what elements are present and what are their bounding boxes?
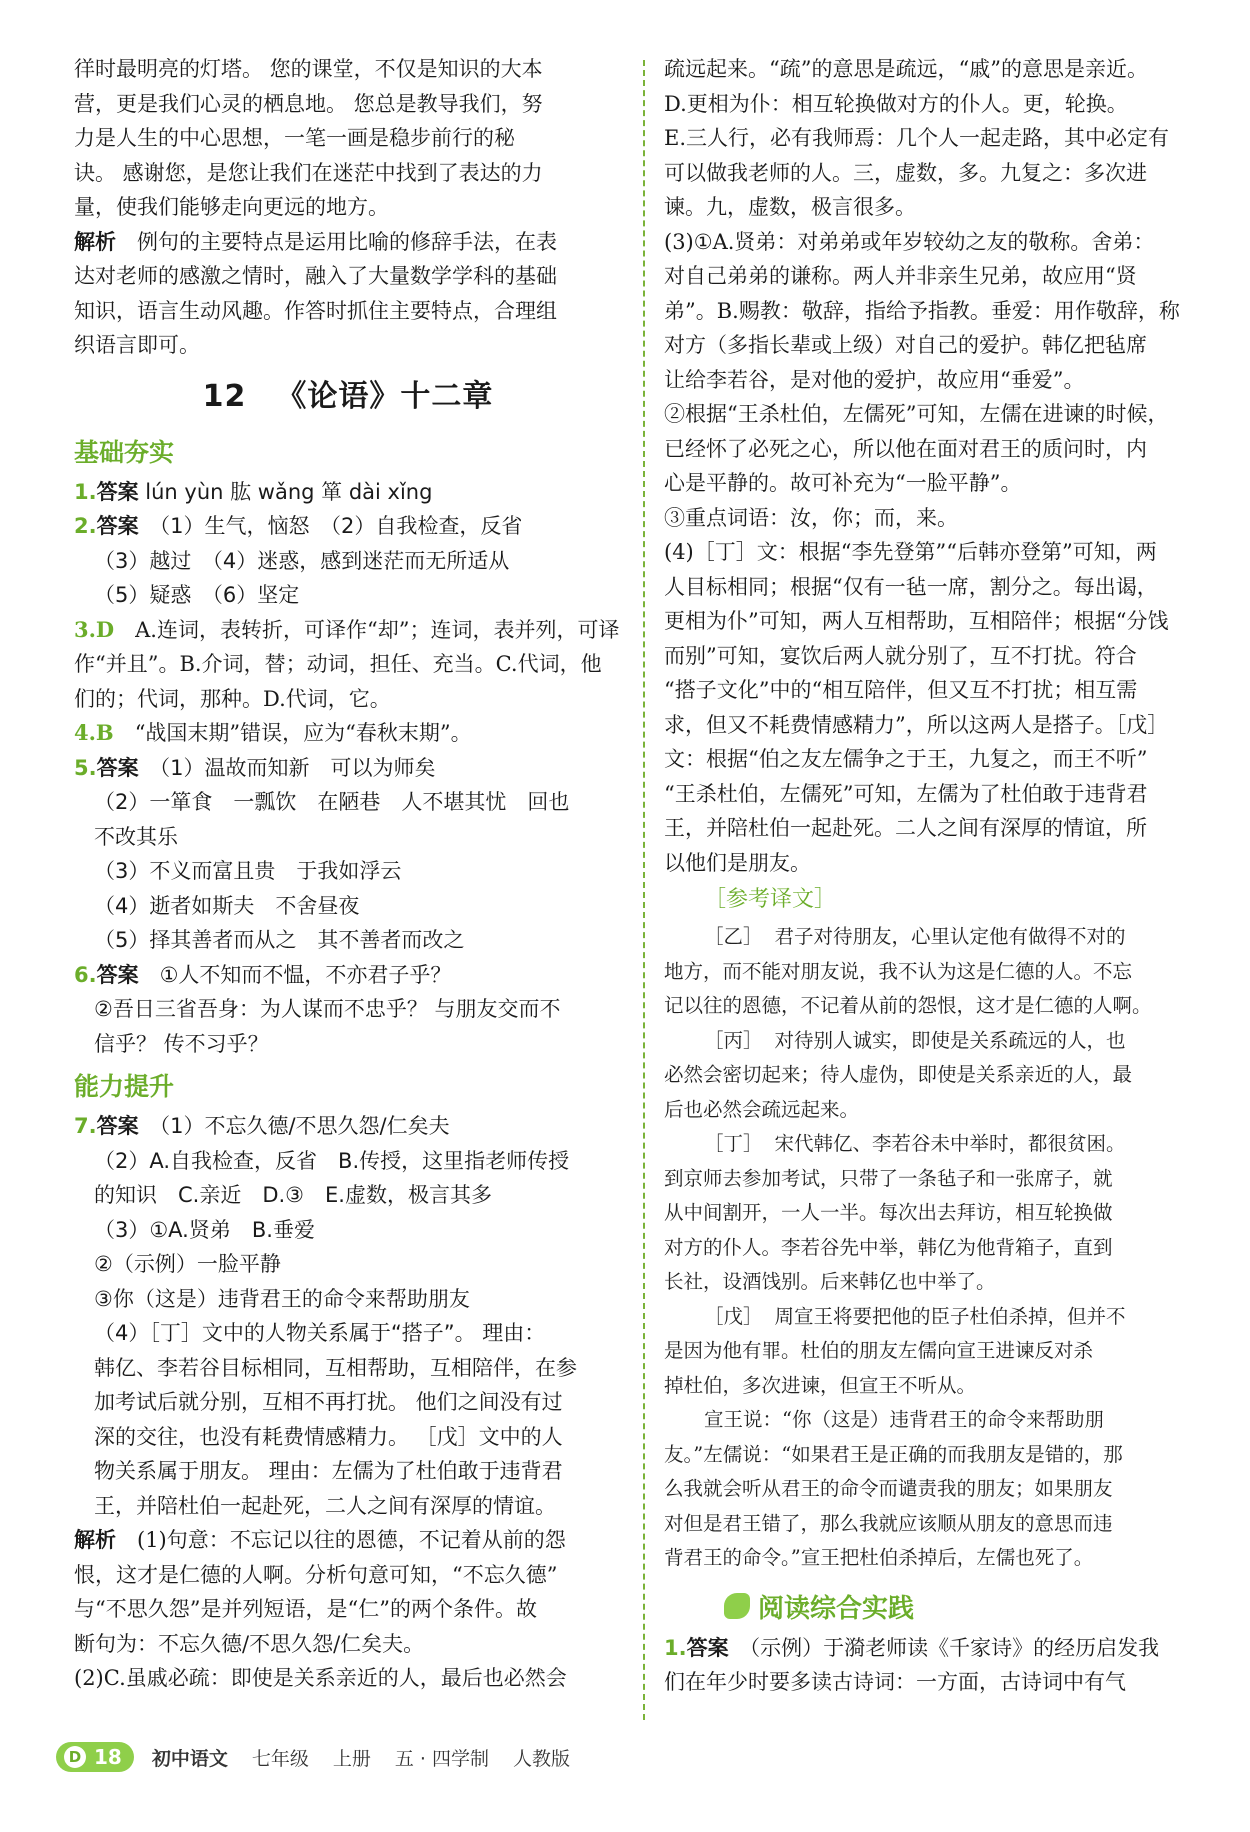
- translation-text: 长社，设酒饯别。后来韩亿也中举了。: [664, 1270, 996, 1293]
- text-line: 断句为：不忘久德/不思久怨/仁矣夫。: [74, 1631, 425, 1656]
- text-line: “王杀杜伯，左儒死”可知，左儒为了杜伯敢于违背君: [664, 781, 1148, 806]
- translation-line: [664, 1093, 1194, 1128]
- footer-grade: 七年级: [251, 1747, 309, 1770]
- translation-line: [664, 1369, 1194, 1404]
- translation-line: [664, 1403, 1194, 1438]
- translation-text: 周宣王将要把他的臣子杜伯杀掉，但并不: [774, 1304, 1126, 1328]
- translation-line: [664, 1196, 1194, 1231]
- answer-text: （3）越过 （4）迷惑，感到迷茫而无所适从: [94, 548, 510, 573]
- translation-text: 对待别人诚实，即使是关系疏远的人，也: [774, 1028, 1126, 1052]
- text-line: 更相为仆”可知，两人互相帮助，互相陪伴；根据“分饯: [664, 609, 1169, 633]
- text-line: 对自己弟弟的谦称。两人并非亲生兄弟，故应用“贤: [664, 264, 1137, 288]
- text-line: 谏。九，虚数，极言很多。: [664, 195, 916, 219]
- question-number: 6.: [74, 962, 97, 987]
- text-line: “搭子文化”中的“相互陪伴，但又互不打扰；相互需: [664, 678, 1138, 702]
- text-line: 让给李若谷，是对他的爱护，故应用“垂爱”。: [664, 367, 1085, 392]
- answer-text: 王，并陪杜伯一起赴死，二人之间有深厚的情谊。: [94, 1493, 556, 1518]
- text-line: 弟”。B.赐教：敬辞，指给予指教。垂爱：用作敬辞，称: [664, 298, 1180, 323]
- answer-text: （2）A.自我检查，反省 B.传授，这里指老师传授: [94, 1148, 570, 1173]
- answer-text: ②吾日三省吾身：为人谋而不忠乎？ 与朋友交而不: [94, 997, 561, 1021]
- question-number: 5.: [74, 755, 97, 780]
- passage-tag: ［戊］: [704, 1304, 763, 1328]
- text-line: 力是人生的中心思想，一笔一画是稳步前行的秘: [74, 126, 515, 150]
- answer-text: （1）生气，恼怒 （2）自我检查，反省: [159, 514, 523, 538]
- translation-line: [664, 920, 1194, 955]
- answer-text: （示例）于漪老师读《千家诗》的经历启发我: [749, 1635, 1160, 1660]
- reference-translation: [664, 920, 1194, 1576]
- intro-paragraph: [74, 52, 622, 225]
- translation-line: [664, 1541, 1194, 1576]
- footer-edition: 人教版: [513, 1747, 571, 1770]
- page-footer: [56, 1742, 570, 1772]
- answer-text: 不改其乐: [94, 824, 178, 849]
- analysis-label: 解析: [74, 228, 116, 254]
- text-line: 王，并陪杜伯一起赴死。二人之间有深厚的情谊，所: [664, 816, 1147, 840]
- right-column: [664, 52, 1194, 1700]
- text-line: (1)句意：不忘记以往的恩德，不记着从前的怨: [137, 1528, 566, 1552]
- text-line: (2)C.虽戚必疏：即使是关系亲近的人，最后也必然会: [74, 1666, 567, 1690]
- answer-label: 答案: [96, 479, 139, 504]
- text-line: 例句的主要特点是运用比喻的修辞手法，在表: [137, 229, 557, 254]
- translation-line: [664, 1162, 1194, 1197]
- answer-text: ②（示例）一脸平静: [94, 1252, 281, 1276]
- translation-text: 记以往的恩德，不记着从前的怨恨，这才是仁德的人啊。: [664, 994, 1152, 1017]
- passage-tag: ［乙］: [704, 925, 763, 948]
- left-column: [74, 52, 622, 1696]
- answer-text: （3）①A.贤弟 B.垂爱: [94, 1217, 315, 1242]
- section-heading-advanced: 能力提升: [74, 1072, 175, 1101]
- page-number: 18: [94, 1745, 122, 1769]
- translation-text: 是因为他有罪。杜伯的朋友左儒向宣王进谏反对杀: [664, 1339, 1094, 1362]
- analysis-label: 解析: [74, 1527, 116, 1552]
- answer-text: A.连词，表转折，可译作“却”；连词，表并列，可译: [135, 617, 620, 642]
- question-number: 1.: [664, 1635, 687, 1660]
- question-number: 2.: [74, 514, 97, 538]
- section-title: 阅读综合实践: [758, 1593, 915, 1624]
- text-line: 织语言即可。: [74, 333, 200, 357]
- chapter-number: 12: [202, 378, 247, 414]
- question-1: [74, 475, 622, 510]
- passage-tag: ［丙］: [704, 1028, 763, 1052]
- text-line: ③重点词语：汝，你；而，来。: [664, 505, 958, 530]
- text-line: 文：根据“伯之友左儒争之于王，九复之，而王不听”: [664, 747, 1148, 771]
- translation-line: [664, 989, 1194, 1024]
- translation-text: 友。”左儒说：“如果君王是正确的而我朋友是错的，那: [664, 1442, 1123, 1466]
- footer-term: 上册: [332, 1747, 371, 1770]
- text-line: 与“不思久怨”是并列短语，是“仁”的两个条件。故: [74, 1597, 537, 1621]
- translation-text: 从中间割开，一人一半。每次出去拜访，相互轮换做: [664, 1201, 1113, 1224]
- text-line: 而别”可知，宴饮后两人就分别了，互不打扰。符合: [664, 643, 1137, 668]
- text-line: 可以做我老师的人。三，虚数，多。九复之：多次进: [664, 160, 1147, 185]
- text-line: 求，但又不耗费情感精力”，所以这两人是搭子。［戊］: [664, 712, 1169, 737]
- translation-text: 后也必然会疏远起来。: [664, 1097, 860, 1121]
- answer-text: （2）一箪食 一瓢饮 在陋巷 人不堪其忧 回也: [94, 790, 570, 814]
- text-line: ②根据“王杀杜伯，左儒死”可知，左儒在进谏的时候，: [664, 402, 1169, 426]
- translation-line: [664, 1024, 1194, 1059]
- answer-text: lún yùn 肱 wǎng 箪 dài xǐng: [138, 479, 433, 504]
- question-4: [74, 716, 622, 751]
- answer-text: 信乎？ 传不习乎？: [94, 1031, 269, 1056]
- question-2: [74, 509, 622, 613]
- answer-text: 们的；代词，那种。D.代词，它。: [74, 686, 391, 711]
- answer-text: （5）疑惑 （6）坚定: [94, 583, 300, 607]
- translation-text: 到京师去参加考试，只带了一条毡子和一张席子，就: [664, 1166, 1113, 1190]
- translation-text: 必然会密切起来；待人虚伪，即使是关系亲近的人，最: [664, 1063, 1133, 1086]
- translation-line: [664, 1507, 1194, 1542]
- translation-line: [664, 1231, 1194, 1266]
- translation-line: [664, 1334, 1194, 1369]
- footer-subject: 初中语文: [151, 1747, 228, 1770]
- section-heading-basic: 基础夯实: [74, 437, 175, 467]
- answer-text: 物关系属于朋友。 理由：左儒为了杜伯敢于违背君: [94, 1459, 563, 1483]
- question-number: 1.: [74, 479, 97, 504]
- text-line: D.更相为仆：相互轮换做对方的仆人。更，轮换。: [664, 91, 1128, 116]
- answer-text: （4）逝者如斯夫 不舍昼夜: [94, 893, 360, 918]
- translation-text: 宣王说：“你（这是）违背君王的命令来帮助朋: [704, 1408, 1104, 1431]
- text-line: 诀。 感谢您，是您让我们在迷茫中找到了表达的力: [74, 160, 543, 185]
- translation-line: [664, 955, 1194, 990]
- reading-question-1: [664, 1631, 1194, 1700]
- translation-text: 地方，而不能对朋友说，我不认为这是仁德的人。不忘: [664, 959, 1133, 983]
- answer-text: ①人不知而不愠，不亦君子乎？: [159, 962, 452, 987]
- footer-system: 五 · 四学制: [394, 1747, 490, 1770]
- answer-text: 作“并且”。B.介词，替；动词，担任、充当。C.代词，他: [74, 652, 602, 676]
- text-line: (3)①A.贤弟：对弟弟或年岁较幼之友的敬称。舍弟：: [664, 229, 1155, 254]
- question-7: [74, 1109, 622, 1523]
- answer-text: （1）不忘久德/不思久怨/仁矣夫: [159, 1114, 450, 1138]
- text-line: 徉时最明亮的灯塔。 您的课堂，不仅是知识的大本: [74, 57, 543, 81]
- translation-line: [664, 1265, 1194, 1300]
- question-number: 4.B: [74, 720, 114, 745]
- text-line: 以他们是朋友。: [664, 850, 811, 875]
- translation-text: 掉杜伯，多次进谏，但宣王不听从。: [664, 1373, 977, 1397]
- translation-text: 背君王的命令。”宣王把杜伯杀掉后，左儒也死了。: [664, 1546, 1094, 1569]
- chapter-heading: [74, 367, 622, 427]
- translation-line: [664, 1127, 1194, 1162]
- text-line: E.三人行，必有我师焉：几个人一起走路，其中必定有: [664, 126, 1170, 150]
- translation-text: 对但是君王错了，那么我就应该顺从朋友的意思而违: [664, 1511, 1113, 1535]
- question-6: [74, 958, 622, 1062]
- answer-label: 答案: [96, 514, 139, 538]
- translation-text: 么我就会听从君王的命令而谴责我的朋友；如果朋友: [664, 1477, 1113, 1500]
- page-number-badge: [56, 1742, 134, 1772]
- leaf-icon: [724, 1593, 750, 1619]
- intro-analysis: [74, 225, 622, 363]
- text-line: (4)［丁］文：根据“李先登第”“后韩亦登第”可知，两: [664, 540, 1157, 564]
- column-divider: [643, 60, 645, 1720]
- answer-text: （3）不义而富且贵 于我如浮云: [94, 859, 402, 883]
- text-line: 达对老师的感激之情时，融入了大量数学学科的基础: [74, 264, 557, 288]
- translation-line: [664, 1438, 1194, 1473]
- answer-text: 加考试后就分别，互相不再打扰。 他们之间没有过: [94, 1390, 563, 1414]
- question-7-analysis: [74, 1523, 622, 1696]
- answer-text: 们在年少时要多读古诗词：一方面，古诗词中有气: [664, 1670, 1126, 1694]
- text-line: 知识，语言生动风趣。作答时抓住主要特点，合理组: [74, 298, 557, 323]
- text-line: 对方（多指长辈或上级）对自己的爱护。韩亿把毡席: [664, 333, 1147, 357]
- text-line: 已经怀了必死之心，所以他在面对君王的质问时，内: [664, 436, 1147, 461]
- translation-line: [664, 1472, 1194, 1507]
- question-3: [74, 613, 622, 717]
- text-line: 心是平静的。故可补充为“一脸平静”。: [664, 471, 1022, 495]
- question-number: 7.: [74, 1114, 97, 1138]
- answer-text: （1）温故而知新 可以为师矣: [159, 755, 436, 780]
- analysis-continued: [664, 52, 1194, 880]
- passage-tag: ［丁］: [704, 1132, 763, 1155]
- translation-line: [664, 1058, 1194, 1093]
- answer-text: 韩亿、李若谷目标相同，互相帮助，互相陪伴，在参: [94, 1355, 577, 1380]
- text-line: 营，更是我们心灵的栖息地。 您总是教导我们，努: [74, 91, 543, 116]
- reading-practice-heading: [724, 1588, 1194, 1625]
- translation-text: 宋代韩亿、李若谷未中举时，都很贫困。: [774, 1132, 1126, 1155]
- question-5: [74, 751, 622, 958]
- answer-text: 的知识 C.亲近 D.③ E.虚数，极言其多: [94, 1183, 492, 1207]
- answer-text: ③你（这是）违背君王的命令来帮助朋友: [94, 1286, 470, 1311]
- reference-translation-heading: ［参考译文］: [704, 887, 837, 912]
- text-line: 恨，这才是仁德的人啊。分析句意可知，“不忘久德”: [74, 1562, 558, 1587]
- chapter-title: 《论语》十二章: [276, 378, 494, 414]
- translation-text: 君子对待朋友，心里认定他有做得不对的: [774, 925, 1126, 948]
- answer-label: 答案: [96, 755, 139, 780]
- answer-text: （4）［丁］文中的人物关系属于“搭子”。 理由：: [94, 1321, 546, 1345]
- answer-label: 答案: [96, 1114, 139, 1138]
- translation-line: [664, 1300, 1194, 1335]
- answer-text: “战国末期”错误，应为“春秋末期”。: [134, 721, 472, 745]
- text-line: 人目标相同；根据“仅有一毡一席，割分之。每出谒，: [664, 574, 1158, 599]
- text-line: 疏远起来。“疏”的意思是疏远，“戚”的意思是亲近。: [664, 57, 1148, 81]
- text-line: 量，使我们能够走向更远的地方。: [74, 195, 389, 219]
- answer-text: 深的交往，也没有耗费情感精力。 ［戊］文中的人: [94, 1424, 563, 1449]
- badge-letter: D: [64, 1746, 86, 1768]
- answer-label: 答案: [686, 1635, 729, 1660]
- answer-text: （5）择其善者而从之 其不善者而改之: [94, 928, 465, 952]
- answer-label: 答案: [96, 962, 139, 987]
- translation-text: 对方的仆人。李若谷先中举，韩亿为他背箱子，直到: [664, 1235, 1113, 1259]
- question-number: 3.D: [74, 616, 115, 642]
